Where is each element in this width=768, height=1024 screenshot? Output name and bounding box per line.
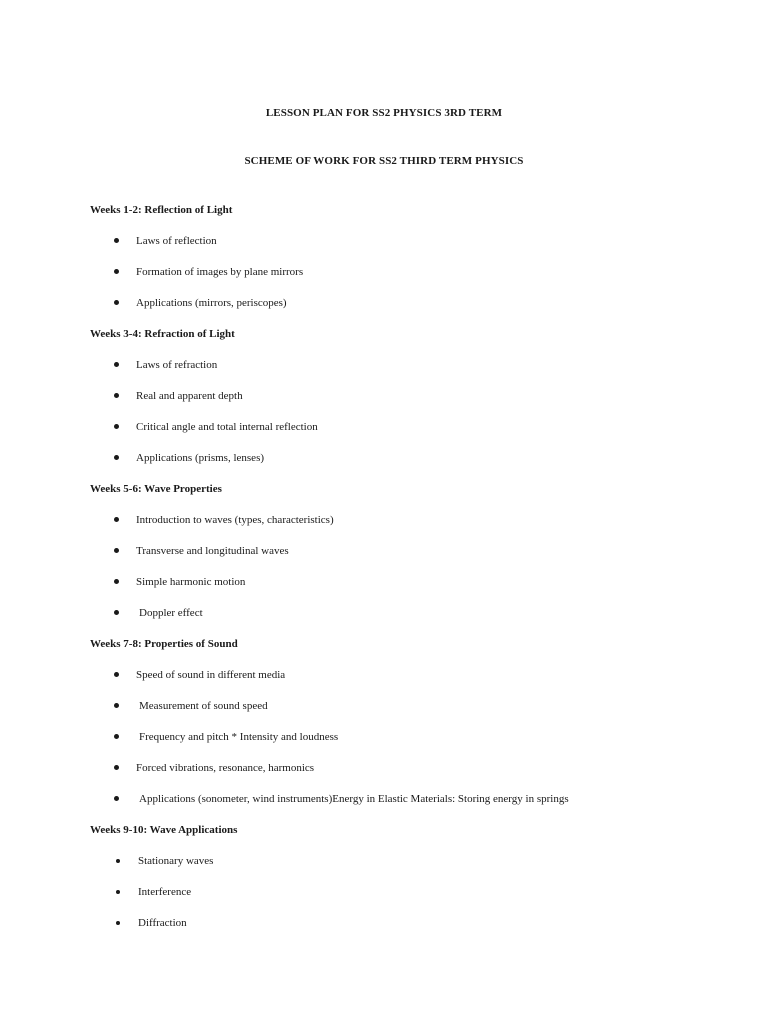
section-heading-weeks-9-10: Weeks 9-10: Wave Applications	[90, 824, 238, 836]
list-item: Real and apparent depth	[136, 390, 243, 402]
bullet-dot	[116, 890, 120, 894]
list-item: Critical angle and total internal reflection	[136, 421, 318, 433]
bullet-dot	[114, 424, 119, 429]
list-item: Measurement of sound speed	[139, 700, 268, 712]
list-item: Forced vibrations, resonance, harmonics	[136, 762, 315, 774]
bullet-dot	[114, 765, 119, 770]
bullet-dot	[114, 269, 119, 274]
document-subtitle: SCHEME OF WORK FOR SS2 THIRD TERM PHYSICS	[244, 155, 524, 167]
list-item: Speed of sound in different media	[136, 669, 286, 681]
bullet-dot	[114, 393, 119, 398]
section-heading-weeks-7-8: Weeks 7-8: Properties of Sound	[90, 638, 238, 650]
bullet-dot	[114, 548, 119, 553]
bullet-dot	[114, 734, 119, 739]
bullet-dot	[114, 672, 119, 677]
document-title: LESSON PLAN FOR SS2 PHYSICS 3RD TERM	[265, 107, 503, 119]
section-heading-weeks-5-6: Weeks 5-6: Wave Properties	[90, 483, 222, 495]
section-heading-weeks-3-4: Weeks 3-4: Refraction of Light	[90, 328, 235, 340]
bullet-dot	[114, 610, 119, 615]
list-item: Introduction to waves (types, characteristics)	[136, 514, 334, 526]
list-item: Interference	[138, 886, 192, 898]
list-item: Laws of reflection	[136, 235, 217, 247]
bullet-dot	[114, 362, 119, 367]
list-item: Applications (mirrors, periscopes)	[136, 297, 287, 309]
bullet-dot	[114, 455, 119, 460]
section-heading-weeks-1-2: Weeks 1-2: Reflection of Light	[90, 204, 233, 216]
bullet-dot	[114, 796, 119, 801]
list-item: Formation of images by plane mirrors	[136, 266, 304, 278]
list-item: Simple harmonic motion	[136, 576, 246, 588]
bullet-dot	[116, 921, 120, 925]
bullet-dot	[114, 517, 119, 522]
list-item: Stationary waves	[138, 855, 214, 867]
list-item: Transverse and longitudinal waves	[136, 545, 289, 557]
list-item: Frequency and pitch * Intensity and loudness	[139, 731, 339, 743]
list-item: Laws of refraction	[136, 359, 218, 371]
list-item: Diffraction	[138, 917, 187, 929]
bullet-dot	[114, 300, 119, 305]
bullet-dot	[114, 579, 119, 584]
bullet-dot	[114, 703, 119, 708]
bullet-dot	[114, 238, 119, 243]
bullet-dot	[116, 859, 120, 863]
list-item: Applications (sonometer, wind instruments)Energy in Elastic Materials: Storing energy in springs	[139, 793, 569, 805]
list-item: Applications (prisms, lenses)	[136, 452, 265, 464]
list-item: Doppler effect	[139, 607, 203, 619]
